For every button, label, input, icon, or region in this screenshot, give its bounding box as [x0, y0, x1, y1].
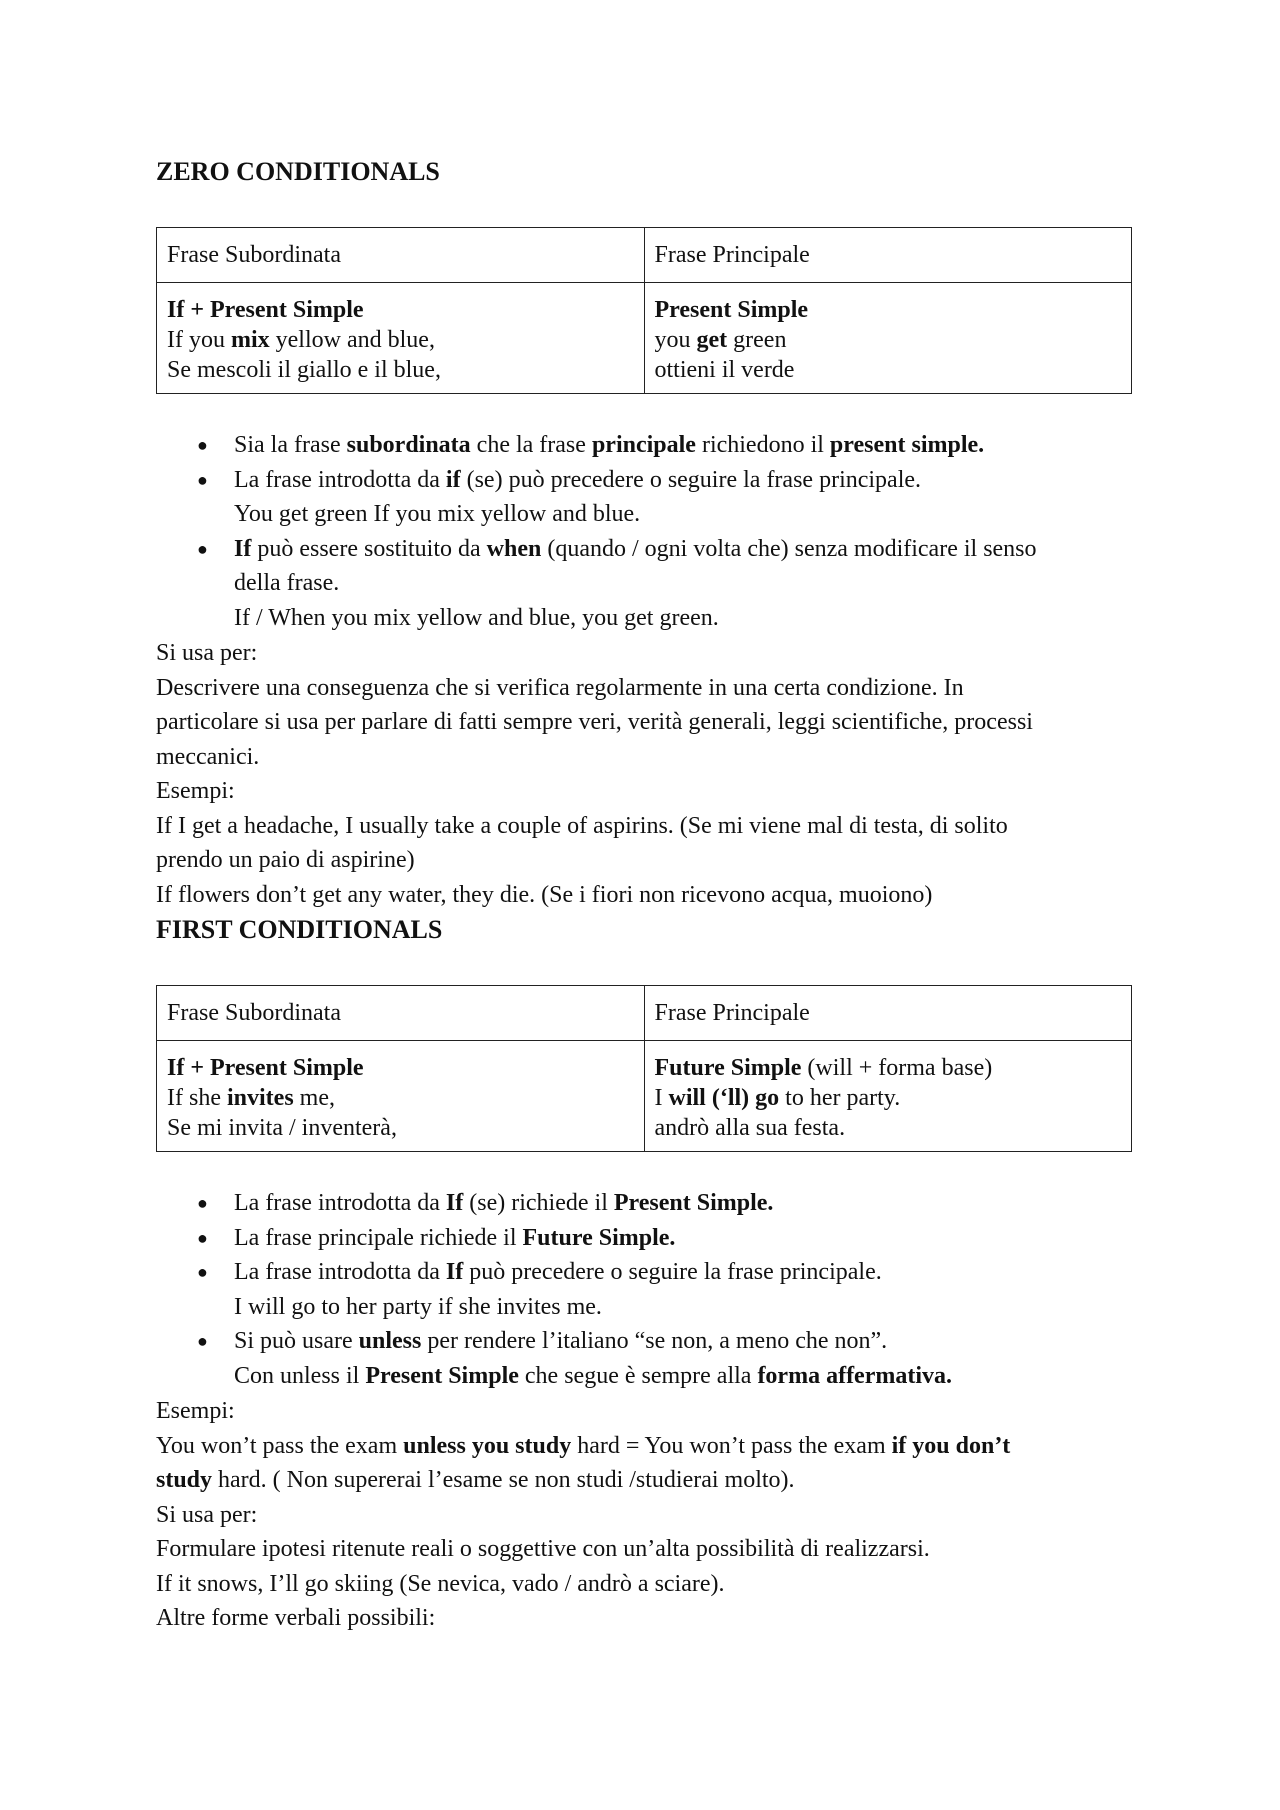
main-example: you get green	[654, 327, 787, 353]
subordinate-example: If she invites me,	[167, 1085, 335, 1111]
uses-label: Si usa per:	[156, 1501, 258, 1528]
list-item: ● Sia la frase subordinata che la frase principale richiedono il present simple.	[156, 428, 1132, 463]
zero-conditionals-table	[156, 227, 1132, 394]
bullet-icon: ●	[197, 469, 208, 490]
bullet-icon: ●	[197, 538, 208, 559]
main-form: Future Simple (will + forma base)	[654, 1055, 993, 1081]
main-translation: ottieni il verde	[654, 357, 795, 383]
table-row	[157, 1041, 1132, 1152]
subordinate-form: If + Present Simple	[167, 297, 364, 323]
first-usage-text: Esempi: You won’t pass the exam unless you study hard = You won’t pass the exam if you don’t study hard. ( Non supererai l’esame se non studi /studierai molto). Si usa per: Formulare ipotesi ritenute reali o soggettive con un’alta possibilità di realizzarsi. If it snows, I’ll go skiing (Se nevica, vado / andrò a sciare). Altre forme verbali possibili:	[156, 1394, 1132, 1636]
zero-rules-list	[156, 428, 1132, 635]
list-item: ● If può essere sostituito da when (quando / ogni volta che) senza modificare il senso della frase. If / When you mix yellow and blue, you get green.	[156, 532, 1132, 636]
examples-label: Esempi:	[156, 778, 235, 804]
bullet-icon: ●	[197, 435, 208, 455]
subordinate-example: If you mix yellow and blue,	[167, 327, 435, 353]
header-main: Frase Principale	[644, 986, 1132, 1041]
bullet-icon: ●	[197, 1193, 208, 1213]
list-item: ● Si può usare unless per rendere l’italiano “se non, a meno che non”. Con unless il Present Simple che segue è sempre alla forma affermativa.	[156, 1324, 1132, 1393]
main-example: I will (‘ll) go to her party.	[654, 1085, 901, 1111]
uses-label: Si usa per:	[156, 640, 258, 666]
other-forms-label: Altre forme verbali possibili:	[156, 1605, 436, 1631]
table-row	[157, 283, 1132, 394]
subordinate-cell	[157, 283, 645, 394]
example-sentence: I will go to her party if she invites me.	[234, 1293, 602, 1320]
first-conditionals-title: FIRST CONDITIONALS	[156, 915, 443, 944]
main-form: Present Simple	[654, 297, 809, 323]
bullet-icon: ●	[197, 1227, 208, 1248]
zero-usage-text: Si usa per: Descrivere una conseguenza che si verifica regolarmente in una certa condizione. In particolare si usa per parlare di fatti sempre veri, verità generali, leggi scientifiche, processi meccanici. Esempi: If I get a headache, I usually take a couple of aspirins. (Se mi viene mal di testa, di solito prendo un paio di aspirine) If flowers don’t get any water, they die. (Se i fiori non ricevono acqua, muoiono)	[156, 636, 1132, 912]
subordinate-form: If + Present Simple	[167, 1055, 364, 1081]
main-cell	[644, 283, 1132, 394]
first-rules-list	[156, 1186, 1132, 1393]
zero-conditionals-title: ZERO CONDITIONALS	[156, 157, 440, 186]
list-item: ● La frase introdotta da if (se) può precedere o seguire la frase principale. You get green If you mix yellow and blue.	[156, 463, 1132, 532]
main-translation: andrò alla sua festa.	[654, 1115, 846, 1141]
examples-label: Esempi:	[156, 1398, 235, 1424]
subordinate-translation: Se mi invita / inventerà,	[167, 1115, 397, 1141]
bullet-icon: ●	[197, 1262, 208, 1282]
table-header-row	[157, 986, 1132, 1041]
main-cell	[644, 1041, 1132, 1152]
subordinate-cell	[157, 1041, 645, 1152]
example-sentence: If / When you mix yellow and blue, you get green.	[234, 604, 719, 631]
subordinate-translation: Se mescoli il giallo e il blue,	[167, 357, 441, 383]
bullet-icon: ●	[197, 1331, 208, 1351]
list-item: ● La frase introdotta da If (se) richiede il Present Simple.	[156, 1186, 1132, 1221]
list-item: ● La frase introdotta da If può precedere o seguire la frase principale. I will go to her party if she invites me.	[156, 1255, 1132, 1324]
table-header-row	[157, 228, 1132, 283]
header-main: Frase Principale	[644, 228, 1132, 283]
first-conditionals-table	[156, 985, 1132, 1152]
header-subordinate: Frase Subordinata	[157, 228, 645, 283]
example-sentence: You get green If you mix yellow and blue.	[234, 501, 641, 527]
header-subordinate: Frase Subordinata	[157, 986, 645, 1041]
list-item: ● La frase principale richiede il Future Simple.	[156, 1221, 1132, 1256]
